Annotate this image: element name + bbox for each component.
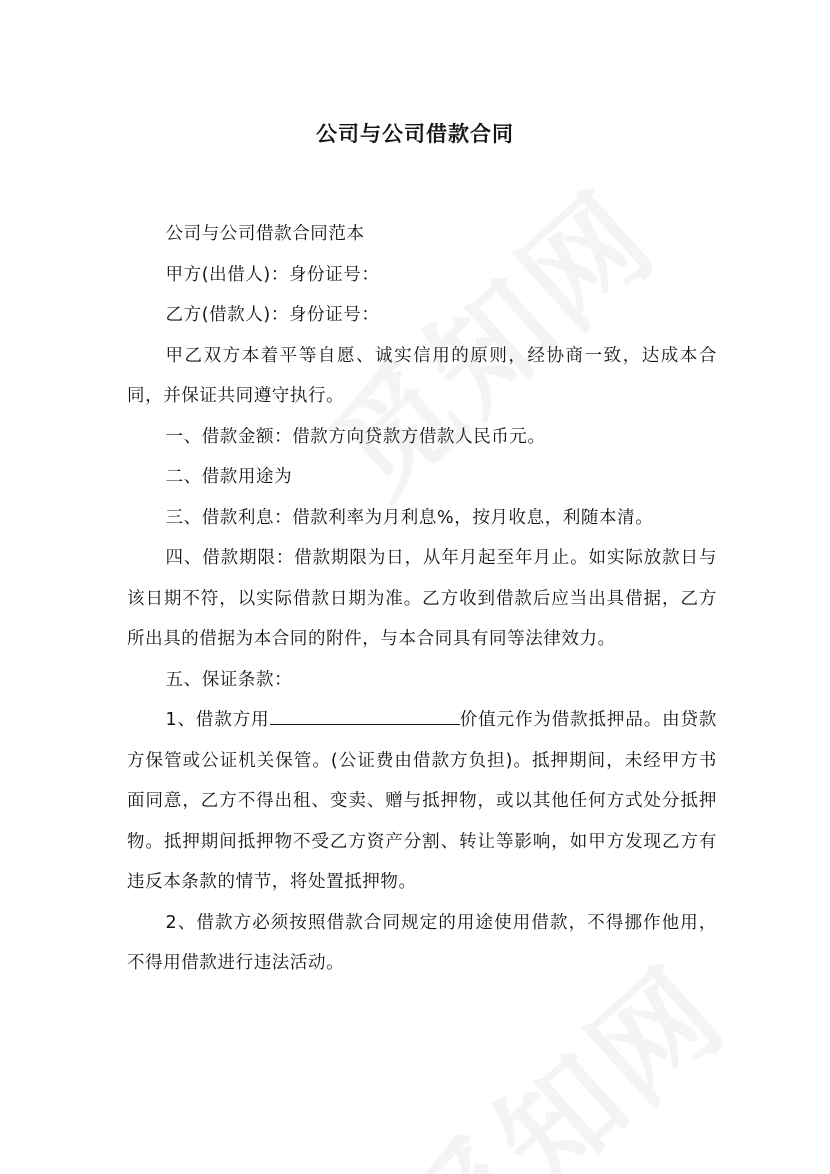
document-title: 公司与公司借款合同 xyxy=(316,122,514,146)
paragraph-preamble: 甲乙双方本着平等自愿、诚实信用的原则，经协商一致，达成本合同，并保证共同遵守执行。 xyxy=(127,345,717,406)
blank-line xyxy=(270,704,460,725)
document-body xyxy=(127,214,717,984)
paragraph-collateral xyxy=(127,700,717,903)
paragraph-loan-term: 四、借款期限：借款期限为日，从年月起至年月止。如实际放款日与该日期不符，以实际借款日期为准。乙方收到借款后应当出具借据，乙方所出具的借据为本合同的附件，与本合同具有同等法律效力。 xyxy=(127,548,717,649)
paragraph-party-a: 甲方(出借人)：身份证号： xyxy=(165,264,380,285)
paragraph-loan-interest: 三、借款利息：借款利率为月利息%，按月收息，利随本清。 xyxy=(165,507,654,528)
paragraph-loan-amount: 一、借款金额：借款方向贷款方借款人民币元。 xyxy=(165,426,546,447)
paragraph-subtitle: 公司与公司借款合同范本 xyxy=(165,224,365,244)
paragraph-party-b: 乙方(借款人)：身份证号： xyxy=(165,305,380,325)
collateral-text-start: 1、借款方用 xyxy=(165,710,270,730)
collateral-text-end: 价值元作为借款抵押品。由贷款方保管或公证机关保管。(公证费由借款方负担)。抵押期间，未经甲方书面同意，乙方不得出租、变卖、赠与抵押物，或以其他任何方式处分抵押物。抵押期间抵押物不受乙方资产分割、转让等影响，如甲方发现乙方有违反本条款的情节，将处置抵押物。 xyxy=(127,710,718,892)
paragraph-loan-usage: 2、借款方必须按照借款合同规定的用途使用借款，不得挪作他用，不得用借款进行违法活动。 xyxy=(127,912,717,973)
paragraph-guarantee-heading: 五、保证条款： xyxy=(165,669,293,690)
paragraph-loan-purpose: 二、借款用途为 xyxy=(165,467,293,487)
